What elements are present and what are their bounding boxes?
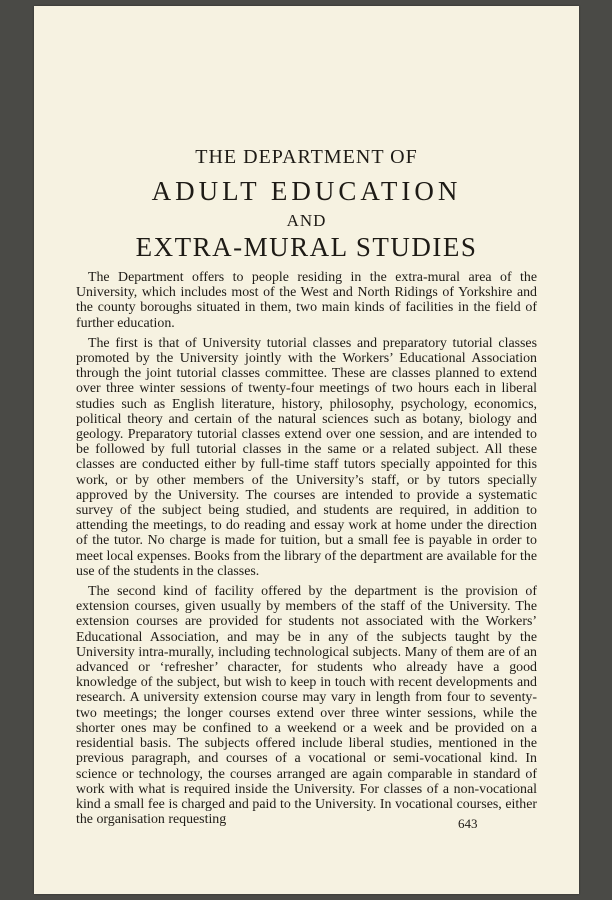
heading-department-of: THE DEPARTMENT OF: [195, 146, 418, 168]
page-number: 643: [458, 816, 478, 831]
paragraph-intro: The Department offers to people residing in the extra-mural area of the University, which includes most of the West and North Ridings of Yorkshire and the county boroughs situated in them, two main kinds of facilities in the field of further education.: [76, 270, 537, 331]
heading-extra-mural-studies: EXTRA-MURAL STUDIES: [135, 232, 478, 262]
heading-adult-education: ADULT EDUCATION: [151, 176, 462, 206]
body-text: [76, 270, 537, 832]
document-page: [34, 6, 579, 894]
paragraph-tutorial-classes: The first is that of University tutorial classes and preparatory tutorial classes promoted by the University jointly with the Workers’ Educational Association through the joint tutorial classes committee. These are classes planned to extend over three winter sessions of twenty-four meetings of two hours each in liberal studies such as English literature, history, philosophy, psychology, economics, political theory and certain of the natural sciences such as botany, biology and geology. Preparatory tutorial classes extend over one session, and are intended to be followed by full tutorial classes in the same or a related subject. All these classes are conducted either by full-time staff tutors specially appointed for this work, or by other members of the University’s staff, or by tutors specially approved by the University. The courses are intended to provide a systematic survey of the subject being studied, and students are required, in addition to attending the meetings, to do reading and essay work at home under the direction of the tutor. No charge is made for tuition, but a small fee is payable in order to meet local expenses. Books from the library of the department are available for the use of the students in the classes.: [76, 335, 537, 579]
paragraph-extension-courses: The second kind of facility offered by the department is the provision of extension courses, given usually by members of the staff of the University. The extension courses are provided for students not associated with the Workers’ Educational Association, and may be in any of the subjects taught by the University intra-murally, including technological subjects. Many of them are of an advanced or ‘refresher’ character, for students who already have a good knowledge of the subject, but wish to keep in touch with recent developments and research. A university extension course may vary in length from four to seventy-two meetings; the longer courses extend over three winter sessions, while the shorter ones may be confined to a weekend or a week and be provided on a residential basis. The subjects offered include liberal studies, mentioned in the previous paragraph, and courses of a vocational or semi-vocational kind. In science or technology, the courses arranged are again comparable in standard of work with what is required inside the University. For classes of a non-vocational kind a small fee is charged and paid to the University. In vocational courses, either the organisation requesting: [76, 584, 537, 828]
heading-and: AND: [286, 211, 327, 230]
